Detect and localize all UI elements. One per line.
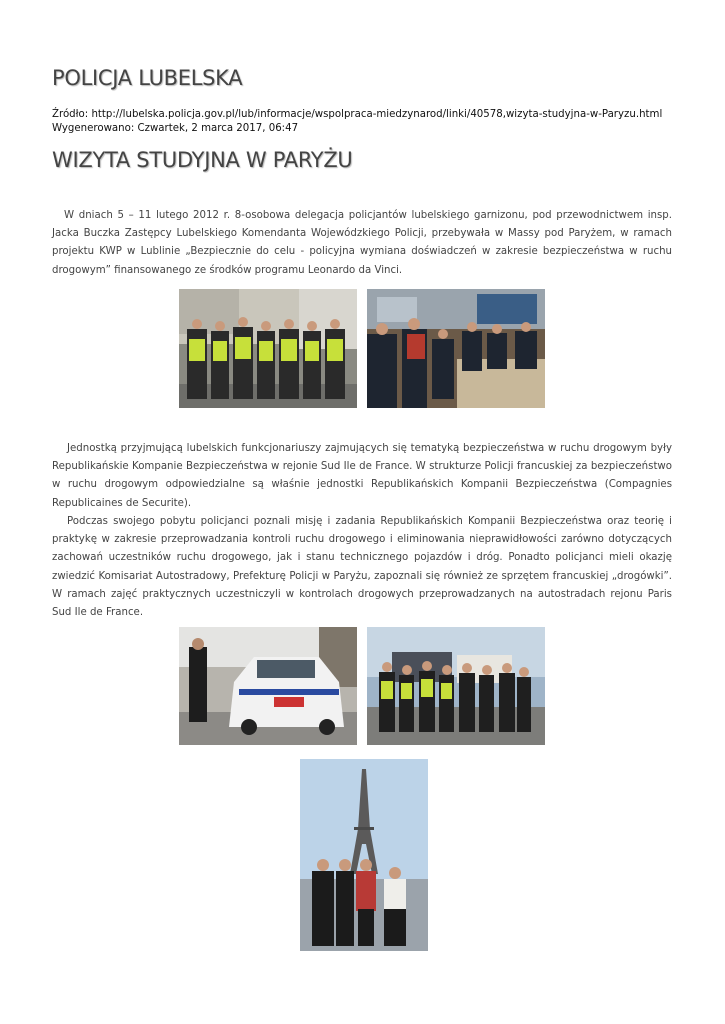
source-url[interactable]: Źródło: http://lubelska.policja.gov.pl/lub/informacje/wspolpraca-miedzynarod/linki/40578,wizyta-studyjna-w-Paryzu.html bbox=[52, 109, 663, 120]
article-paragraph-1: W dniach 5 – 11 lutego 2012 r. 8-osobowa delegacja policjantów lubelskiego garnizonu, pod przewodnictwem insp. Jacka Buczka Zastępcy Lubelskiego Komendanta Wojewódzkiego Policji, przebywała w Massy pod Paryżem, w ramach projektu KWP w Lublinie „Bezpiecznie do celu - policyjna wymiana doświadczeń w zakresie bezpieczeństwa w ruchu drogowym” finansowanego ze środków programu Leonardo da Vinci. bbox=[52, 210, 672, 276]
article-paragraph-3: Podczas swojego pobytu policjanci poznali misję i zadania Republikańskich Kompanii Bezpieczeństwa oraz teorię i praktykę w zakresie przeprowadzania kontroli ruchu drogowego i eliminowania nieprawidłowości zarówno dotyczących zachowań uczestników ruchu drogowego, jak i stanu technicznego pojazdów i dróg. Ponadto policjanci mieli okazję zwiedzić Komisariat Autostradowy, Prefekturę Policji w Paryżu, zapoznali się również ze sprzętem francuskiej „drogówki”. W ramach zajęć praktycznych uczestniczyli w kontrolach drogowych przeprowadzanych na autostradach rejonu Paris Sud Ile de France. bbox=[52, 516, 672, 619]
photo-officers-group bbox=[179, 289, 357, 408]
generated-date: Wygenerowano: Czwartek, 2 marca 2017, 06:47 bbox=[52, 123, 299, 134]
photo-eiffel-tower bbox=[300, 759, 428, 951]
photo-control-room bbox=[367, 289, 545, 408]
article-paragraph-2: Jednostką przyjmującą lubelskich funkcjonariuszy zajmujących się tematyką bezpieczeństwa w ruchu drogowym były Republikańskie Kompanie Bezpieczeństwa w rejonie Sud Ile de France. W strukturze Policji francuskiej za bezpieczeństwo w ruchu drogowym odpowiedzialne są właśnie jednostki Republikańskich Kompanii Bezpieczeństwa (Compagnies Republicaines de Securite). bbox=[52, 443, 672, 509]
site-title: POLICJA LUBELSKA bbox=[52, 66, 243, 90]
photo-group-outdoors bbox=[367, 627, 545, 745]
article-title: WIZYTA STUDYJNA W PARYŻU bbox=[52, 148, 353, 172]
source-meta bbox=[52, 108, 662, 136]
photo-police-car bbox=[179, 627, 357, 745]
